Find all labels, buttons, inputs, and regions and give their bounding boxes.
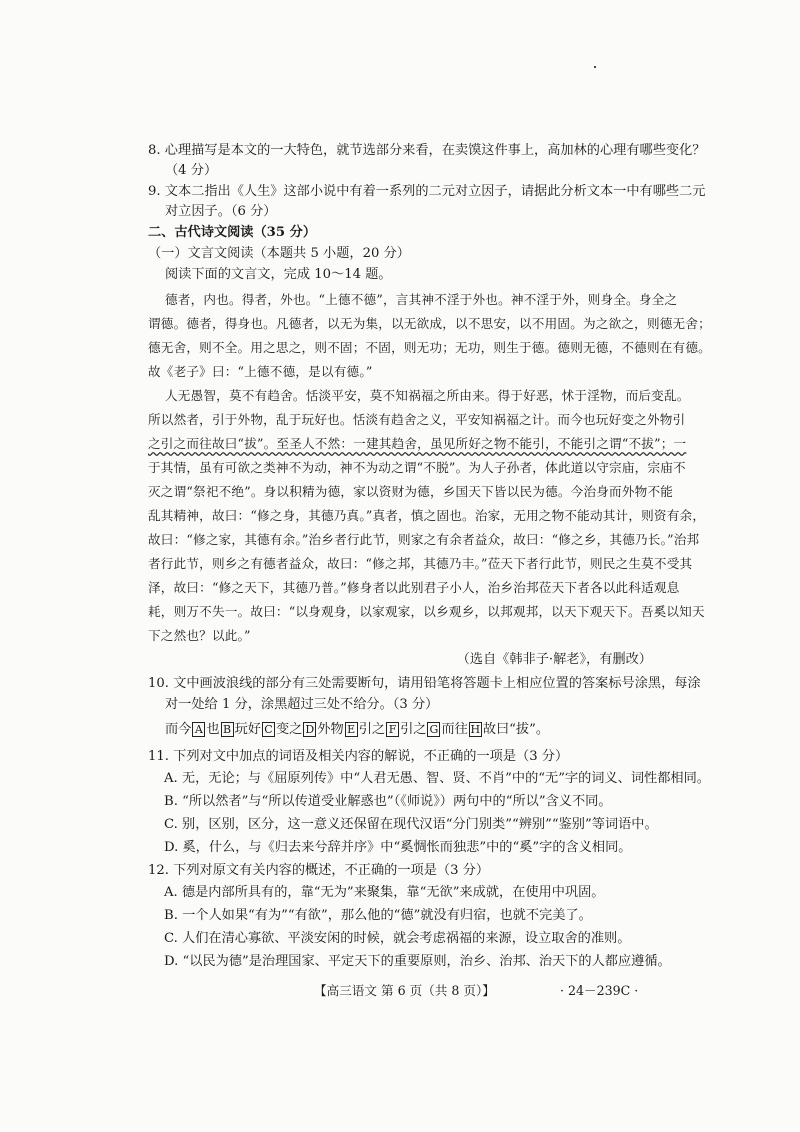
passage-line: 灭之谓“祭祀不绝”。身以积精为德，家以资财为德，乡国天下皆以民为德。今治身而外物不能 (148, 484, 674, 499)
q10-seg: 也 (206, 722, 220, 737)
passage-line: 耗，则万不失一。故曰：“以身观身，以家观家，以乡观乡，以邦观邦，以天下观天下。吾奚以知天 (148, 604, 705, 619)
reading-instruction: 阅读下面的文言文，完成 10～14 题。 (165, 267, 392, 282)
q11-option-a: A. 无，无论；与《屈原列传》中“人君无愚、智、贤、不肖”中的“无”字的词义、词性都相同。 (164, 771, 710, 786)
q10-seg: 外物 (317, 722, 344, 737)
passage-line: 谓德。德者，得身也。凡德者，以无为集，以无欲成，以不思安，以不用固。为之欲之，则德无舍； (148, 316, 711, 331)
q8-line2: （4 分） (165, 163, 218, 178)
q11-option-b: B. “所以然者”与“所以传道受业解惑也”（《师说》）两句中的“所以”含义不同。 (164, 794, 612, 809)
passage-line: 故曰：“修之家，其德有余。”治乡者行此节，则家之有余者益众，故曰：“修之乡，其德乃长。”治邦 (148, 532, 700, 547)
q11-option-c: C. 别，区别，区分，这一意义还保留在现代汉语“分门别类”“辨别”“鉴别”等词语中。 (164, 817, 658, 832)
passage-line: 德者，内也。得者，外也。“上德不德”，言其神不淫于外也。神不淫于外，则身全。身全之 (165, 292, 678, 307)
q10-line2: 对一处给 1 分，涂黑超过三处不给分。（3 分） (165, 697, 439, 712)
q11-stem: 11. 下列对文中加点的词语及相关内容的解说，不正确的一项是（3 分） (148, 749, 569, 764)
q10-seg: 而今 (165, 722, 192, 737)
q8-line1: 8. 心理描写是本文的一大特色，就节选部分来看，在卖馍这件事上，高加林的心理有哪些变化？ (148, 143, 706, 158)
passage-line: 德无舍，则不全。用之思之，则不固；不固，则无功；无功，则生于德。德则无德，不德则在有德。 (148, 340, 711, 355)
passage-line: 于其情，虽有可欲之类神不为动，神不为动之谓“不脱”。为人子孙者，体此道以守宗庙，宗庙不 (148, 460, 686, 475)
source-citation: （选自《韩非子·解老》，有删改） (456, 652, 652, 667)
q10-answer-strip (165, 721, 549, 739)
passage-line-wavy: 之引之而往故曰“拔”。至圣人不然：一建其趋舍，虽见所好之物不能引，不能引之谓“不拔”；一 (148, 436, 687, 451)
q10-line1: 10. 文中画波浪线的部分有三处需要断句，请用铅笔将答题卡上相应位置的答案标号涂黑，每涂 (148, 676, 701, 691)
q12-option-b: B. 一个人如果“有为”“有欲”，那么他的“德”就没有归宿，也就不完美了。 (164, 908, 592, 923)
q10-seg: 引之 (400, 722, 427, 737)
scan-speck (594, 66, 596, 68)
subsection-heading: （一）文言文阅读（本题共 5 小题，20 分） (148, 246, 410, 261)
q10-box-d[interactable]: D (303, 722, 316, 737)
q9-line2: 对立因子。（6 分） (165, 204, 277, 219)
q10-seg: 引之 (358, 722, 386, 737)
q10-seg: 玩好 (234, 722, 261, 737)
q9-line1: 9. 文本二指出《人生》这部小说中有着一系列的二元对立因子，请据此分析文本一中有哪些二元 (148, 184, 706, 199)
passage-line: 所以然者，引于外物，乱于玩好也。恬淡有趋舍之义，平安知祸福之计。而今也玩好变之外物引 (148, 412, 686, 427)
q10-box-b[interactable]: B (221, 722, 234, 737)
q10-seg: 变之 (275, 722, 303, 737)
q10-seg: 故曰“拔”。 (482, 722, 550, 737)
passage-line: 人无愚智，莫不有趋舍。恬淡平安，莫不知祸福之所由来。得于好恶，怵于淫物，而后变乱。 (165, 388, 690, 403)
q10-box-f[interactable]: F (386, 722, 399, 737)
passage-line: 泽，故曰：“修之天下，其德乃普。”修身者以此别君子小人，治乡治邦莅天下者各以此科适观息 (148, 580, 680, 595)
footer-page-info: 【高三语文 第 6 页（共 8 页）】 (314, 983, 495, 998)
q12-option-c: C. 人们在清心寡欲、平淡安闲的时候，就会考虑祸福的来源，设立取舍的准则。 (164, 931, 631, 946)
q10-seg: 而往 (441, 722, 468, 737)
q12-stem: 12. 下列对原文有关内容的概述，不正确的一项是（3 分） (148, 863, 490, 878)
q12-option-d: D. “以民为德”是治理国家、平定天下的重要原则，治乡、治邦、治天下的人都应遵循。 (164, 954, 671, 969)
footer-code: · 24－239C · (560, 983, 639, 998)
passage-line: 下之然也？以此。” (148, 628, 251, 643)
section-heading: 二、古代诗文阅读（35 分） (148, 225, 317, 240)
q10-box-g[interactable]: G (427, 722, 440, 737)
q10-box-h[interactable]: H (470, 723, 481, 736)
q10-box-c[interactable]: C (262, 722, 275, 737)
passage-line: 者行此节，则乡之有德者益众，故曰：“修之邦，其德乃丰。”莅天下者行此节，则民之生莫不受其 (148, 556, 693, 571)
q12-option-a: A. 德是内部所具有的，靠“无为”来聚集，靠“无欲”来成就，在使用中巩固。 (164, 885, 605, 900)
q10-box-a[interactable]: A (192, 722, 205, 737)
passage-line: 乱其精神，故曰：“修之身，其德乃真。”真者，慎之固也。治家，无用之物不能动其计，则资有余， (148, 508, 706, 523)
q11-option-d: D. 奚，什么，与《归去来兮辞并序》中“奚惆怅而独悲”中的“奚”字的含义相同。 (164, 840, 632, 855)
passage-line: 故《老子》曰：“上德不德，是以有德。” (148, 364, 373, 379)
q10-box-e[interactable]: E (345, 722, 358, 737)
